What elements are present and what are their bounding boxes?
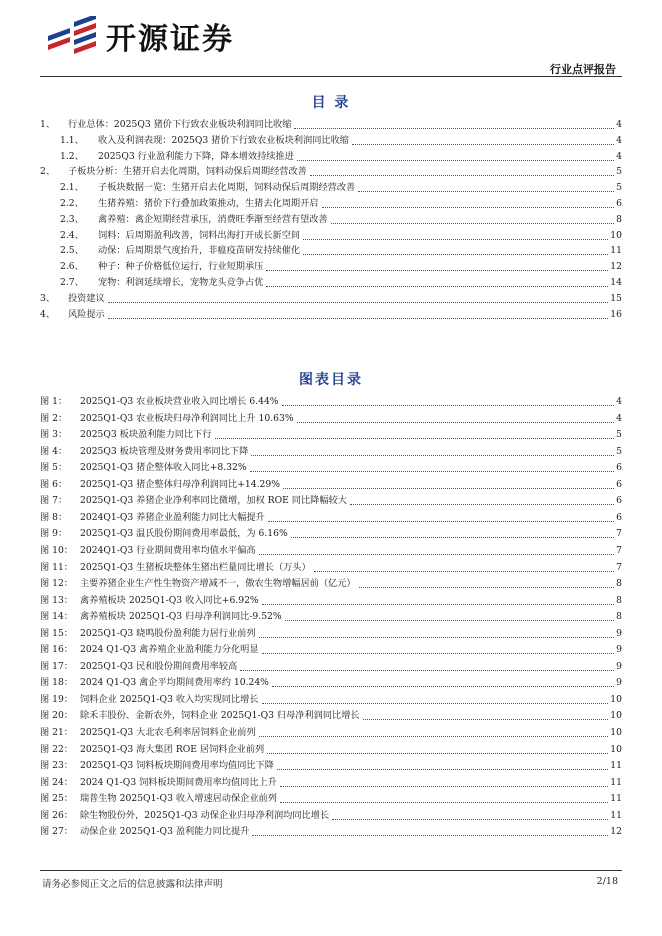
- figure-entry[interactable]: [40, 561, 622, 575]
- figure-entry-leader: [251, 455, 614, 456]
- toc-entry-title: 生猪养殖：猪价下行叠加政策推动，生猪去化周期开启: [98, 198, 319, 209]
- figure-entry-number: 图 21：: [40, 727, 73, 738]
- figure-entry[interactable]: [40, 792, 622, 806]
- page-header: [0, 0, 662, 78]
- figure-entry-page: 6: [616, 495, 622, 507]
- toc-entry-page: 5: [616, 166, 622, 178]
- toc-entry-page: 5: [616, 182, 622, 194]
- figure-entry-title: 2025Q3 板块盈利能力同比下行: [80, 429, 212, 441]
- figure-entry-page: 9: [616, 627, 622, 639]
- figure-entry-number: 图 9：: [40, 528, 68, 540]
- toc-entry[interactable]: [40, 165, 622, 179]
- toc-entry-leader: [108, 302, 609, 303]
- toc-entry-leader: [303, 239, 608, 240]
- toc-entry-number: 3、: [40, 292, 56, 304]
- figure-entry-title: 2025Q1-Q3 民和股份期间费用率较高: [80, 660, 238, 672]
- figure-entry-number: 图 7：: [40, 495, 68, 507]
- figure-entry-page: 9: [616, 677, 622, 689]
- header-divider: [40, 76, 622, 77]
- toc-entry[interactable]: [40, 308, 622, 322]
- toc-entry[interactable]: [40, 260, 622, 274]
- figure-entry-page: 8: [616, 611, 622, 623]
- toc-entry[interactable]: [40, 134, 622, 148]
- toc-entry-title: 子板块分析：生猪开启去化周期，饲料动保后周期经营改善: [68, 166, 307, 178]
- toc-entry-title: 宠物：利润延续增长，宠物龙头竞争占优: [98, 277, 264, 288]
- toc-entry-leader: [303, 254, 608, 255]
- figure-entry[interactable]: [40, 511, 622, 525]
- figure-entry-leader: [332, 819, 608, 820]
- toc-title: 目 录: [311, 95, 351, 111]
- figure-entry-leader: [262, 653, 615, 654]
- toc-entry[interactable]: [40, 276, 622, 290]
- toc-entry-page: 4: [616, 119, 622, 130]
- figure-entry-number: 图 4：: [40, 445, 68, 457]
- toc-entry-leader: [310, 175, 614, 176]
- toc-entry-page: 10: [610, 229, 622, 241]
- figure-entry-number: 图 23：: [40, 760, 73, 772]
- figure-entry-page: 7: [616, 561, 622, 573]
- toc-entry[interactable]: [40, 181, 622, 195]
- figure-entry-page: 11: [610, 776, 622, 788]
- toc-entry[interactable]: [40, 292, 622, 306]
- figure-entry-page: 5: [616, 445, 622, 457]
- figure-entry-leader: [314, 571, 614, 572]
- figure-entry[interactable]: [40, 445, 622, 459]
- toc-entry-leader: [331, 223, 614, 224]
- figure-entry[interactable]: [40, 527, 622, 541]
- figure-entry-page: 10: [610, 743, 622, 755]
- figure-entry-leader: [272, 686, 614, 687]
- figure-entry[interactable]: [40, 494, 622, 508]
- figure-entry-leader: [250, 471, 615, 472]
- figure-entry-page: 9: [616, 660, 622, 672]
- figure-entry-number: 图 10：: [40, 544, 73, 556]
- figure-entry-number: 图 14：: [40, 611, 73, 623]
- toc-entry[interactable]: [40, 197, 622, 211]
- figure-entry-title: 2025Q1-Q3 农业板块归母净利润同比上升 10.63%: [80, 412, 294, 424]
- figure-entry-number: 图 27：: [40, 826, 73, 838]
- brand-name: 开源证券: [106, 22, 234, 57]
- figure-entry-title: 2025Q1-Q3 温氏股份期间费用率最低，为 6.16%: [80, 528, 288, 540]
- toc-entry-number: 2.3、: [60, 213, 84, 225]
- toc-entry-leader: [358, 191, 614, 192]
- figure-entry-title: 2024 Q1-Q3 禽企平均期间费用率约 10.24%: [80, 677, 269, 689]
- toc-entry-title: 2025Q3 行业盈利能力下降，降本增效持续推进: [98, 150, 294, 162]
- toc-entry-page: 16: [610, 308, 622, 320]
- figure-entry-page: 4: [616, 396, 622, 407]
- figure-entry-title: 瑞普生物 2025Q1-Q3 收入增速居动保企业前列: [80, 793, 277, 805]
- figure-entry-title: 禽养殖板块 2025Q1-Q3 收入同比+6.92%: [80, 594, 259, 606]
- figure-entry[interactable]: [40, 643, 622, 657]
- figure-entry-leader: [280, 786, 608, 787]
- figure-entry[interactable]: [40, 461, 622, 475]
- figure-entry[interactable]: [40, 412, 622, 426]
- figure-entry-title: 2024 Q1-Q3 禽养殖企业盈利能力分化明显: [80, 644, 259, 656]
- figure-entry-leader: [283, 488, 614, 489]
- toc-entry-leader: [297, 160, 614, 161]
- figure-entry-page: 12: [610, 826, 622, 838]
- figure-entry-title: 2025Q1-Q3 猪企整体归母净利润同比+14.29%: [80, 478, 280, 490]
- toc-entry-page: 11: [610, 245, 622, 257]
- figure-entry-leader: [262, 703, 609, 704]
- figure-entry-number: 图 19：: [40, 693, 73, 705]
- figure-entry-number: 图 5：: [40, 462, 68, 474]
- figure-entry-title: 2025Q1-Q3 大北农毛利率居饲料企业前列: [80, 727, 256, 738]
- figure-entry[interactable]: [40, 478, 622, 492]
- toc-entry-number: 2.6、: [60, 261, 84, 273]
- figure-entry-page: 11: [610, 809, 622, 821]
- toc-entry-title: 动保：后周期景气度抬升，非瘟疫苗研发持续催化: [98, 245, 301, 257]
- figure-entry[interactable]: [40, 610, 622, 624]
- figure-entry-leader: [291, 537, 614, 538]
- figure-entry[interactable]: [40, 825, 622, 839]
- toc-entry-title: 投资建议: [68, 292, 105, 304]
- figure-entry-number: 图 6：: [40, 478, 68, 490]
- toc-entry-title: 饲料：后周期盈利改善，饲料出海打开成长新空间: [98, 229, 301, 241]
- toc-entry[interactable]: [40, 229, 622, 243]
- figure-entry-number: 图 25：: [40, 793, 73, 805]
- toc-entry-page: 4: [616, 150, 622, 162]
- figure-entry-page: 4: [616, 412, 622, 424]
- figure-entry-page: 8: [616, 578, 622, 590]
- figure-entry-title: 2025Q1-Q3 生猪板块整体生猪出栏量同比增长（万头）: [80, 561, 311, 573]
- figure-entry-title: 2024Q1-Q3 行业期间费用率均值水平偏高: [80, 544, 256, 556]
- figure-entry-leader: [262, 604, 614, 605]
- toc-entry-number: 2.4、: [60, 229, 84, 241]
- figure-entry[interactable]: [40, 395, 622, 409]
- toc-entry-number: 2.2、: [60, 198, 84, 209]
- figure-entry[interactable]: [40, 726, 622, 740]
- figure-entry-number: 图 24：: [40, 776, 73, 788]
- figure-entry[interactable]: [40, 693, 622, 707]
- figure-entry-leader: [268, 521, 614, 522]
- toc-entry-leader: [108, 318, 609, 319]
- figure-entry-title: 2025Q1-Q3 海大集团 ROE 居饲料企业前列: [80, 743, 265, 755]
- figure-entry-leader: [297, 422, 615, 423]
- figure-entry-number: 图 20：: [40, 710, 73, 722]
- footer-page-number: 2/18: [596, 876, 618, 887]
- figure-entry-leader: [259, 736, 609, 737]
- toc-entry-page: 14: [610, 277, 622, 288]
- figure-entry-title: 饲料企业 2025Q1-Q3 收入均实现同比增长: [80, 693, 259, 705]
- figure-entry-number: 图 26：: [40, 809, 73, 821]
- figure-entry[interactable]: [40, 709, 622, 723]
- figure-entry[interactable]: [40, 544, 622, 558]
- figure-entry-page: 8: [616, 594, 622, 606]
- figure-entry-leader: [252, 835, 608, 836]
- figure-entry-title: 2024 Q1-Q3 饲料板块期间费用率均值同比上升: [80, 776, 277, 788]
- figure-entry-title: 2025Q1-Q3 晓鸣股份盈利能力居行业前列: [80, 627, 256, 639]
- toc-entry-page: 6: [616, 198, 622, 209]
- toc-entry-title: 风险提示: [68, 308, 105, 320]
- figure-entry-title: 2025Q1-Q3 农业板块营业收入同比增长 6.44%: [80, 396, 279, 407]
- figure-entry-page: 10: [610, 727, 622, 738]
- footer-disclaimer: 请务必参阅正文之后的信息披露和法律声明: [42, 879, 223, 890]
- figure-entry-title: 2025Q1-Q3 养猪企业净利率同比微增，加权 ROE 同比降幅较大: [80, 495, 347, 507]
- toc-entry[interactable]: [40, 244, 622, 258]
- figure-entry-leader: [282, 405, 615, 406]
- toc-entry-leader: [266, 286, 608, 287]
- figure-entry[interactable]: [40, 809, 622, 823]
- toc-entry-title: 收入及利润表现：2025Q3 猪价下行致农业板块利润同比收缩: [98, 134, 349, 146]
- figure-entry-number: 图 18：: [40, 677, 73, 689]
- figure-entry-leader: [259, 637, 615, 638]
- figure-entry[interactable]: [40, 776, 622, 790]
- figure-entry-page: 11: [610, 760, 622, 772]
- figure-entry-page: 5: [616, 429, 622, 441]
- figure-entry[interactable]: [40, 660, 622, 674]
- figure-entry-number: 图 15：: [40, 627, 73, 639]
- figure-entry[interactable]: [40, 627, 622, 641]
- figure-entry-leader: [259, 554, 615, 555]
- toc-entry[interactable]: [40, 118, 622, 132]
- toc-entry-page: 15: [610, 292, 622, 304]
- toc-entry-number: 1、: [40, 119, 56, 130]
- figure-entry-page: 6: [616, 511, 622, 523]
- figure-entry[interactable]: [40, 759, 622, 773]
- toc-entry-leader: [322, 207, 615, 208]
- figure-entry-number: 图 17：: [40, 660, 73, 672]
- figure-entry-leader: [240, 670, 614, 671]
- figure-entry[interactable]: [40, 428, 622, 442]
- figure-entry-page: 10: [610, 693, 622, 705]
- figure-entry[interactable]: [40, 743, 622, 757]
- figure-entry-number: 图 3：: [40, 429, 68, 441]
- figure-entry-leader: [267, 753, 608, 754]
- figure-entry-page: 9: [616, 644, 622, 656]
- report-type-label: 行业点评报告: [550, 63, 616, 76]
- brand-logo: [44, 14, 234, 58]
- figure-entry-title: 主要养猪企业生产性生物资产增减不一，傲农生物增幅居前（亿元）: [80, 578, 356, 590]
- toc-entry-title: 子板块数据一览：生猪开启去化周期，饲料动保后周期经营改善: [98, 182, 356, 194]
- figure-entry-page: 10: [610, 710, 622, 722]
- figure-entry-title: 动保企业 2025Q1-Q3 盈利能力同比提升: [80, 826, 250, 838]
- figure-entry-leader: [359, 587, 615, 588]
- figure-entry-number: 图 13：: [40, 594, 73, 606]
- footer-divider: [40, 870, 622, 871]
- toc-entry-page: 12: [610, 261, 622, 273]
- toc-entry-number: 2.7、: [60, 277, 84, 288]
- toc-entry[interactable]: [40, 213, 622, 227]
- figure-entry-title: 2024Q1-Q3 养猪企业盈利能力同比大幅提升: [80, 511, 265, 523]
- figure-list-title: 图表目录: [299, 372, 363, 388]
- figure-entry-title: 除禾丰股份、金新农外，饲料企业 2025Q1-Q3 归母净利润同比增长: [80, 710, 360, 722]
- toc-entry-leader: [352, 144, 614, 145]
- toc-entry-title: 种子：种子价格低位运行，行业短期承压: [98, 261, 264, 273]
- toc-entry-title: 行业总体：2025Q3 猪价下行致农业板块利润同比收缩: [68, 119, 292, 130]
- toc-entry-page: 4: [616, 134, 622, 146]
- figure-entry-number: 图 22：: [40, 743, 73, 755]
- figure-entry-leader: [350, 504, 614, 505]
- toc-entry-leader: [294, 128, 614, 129]
- figure-entry-leader: [215, 438, 615, 439]
- toc-entry-title: 禽养殖：禽企短期经营承压，消费旺季渐至经营有望改善: [98, 213, 328, 225]
- figure-entry-page: 7: [616, 528, 622, 540]
- toc-entry[interactable]: [40, 150, 622, 164]
- toc-entry-number: 2.1、: [60, 182, 84, 194]
- brand-logo-icon: [44, 16, 102, 56]
- toc-entry-page: 8: [616, 213, 622, 225]
- figure-entry-title: 2025Q1-Q3 猪企整体收入同比+8.32%: [80, 462, 247, 474]
- figure-entry-number: 图 2：: [40, 412, 68, 424]
- figure-entry-leader: [277, 769, 608, 770]
- figure-entry-number: 图 8：: [40, 511, 68, 523]
- figure-entry-title: 禽养殖板块 2025Q1-Q3 归母净利润同比-9.52%: [80, 611, 282, 623]
- figure-entry-page: 6: [616, 462, 622, 474]
- figure-entry-number: 图 16：: [40, 644, 73, 656]
- figure-entry-leader: [285, 620, 615, 621]
- toc-entry-number: 4、: [40, 308, 56, 320]
- figure-entry-number: 图 12：: [40, 578, 73, 590]
- figure-entry-page: 7: [616, 544, 622, 556]
- toc-entry-number: 1.2、: [60, 150, 84, 162]
- figure-entry-title: 2025Q3 板块管理及财务费用率同比下降: [80, 445, 249, 457]
- figure-entry-leader: [280, 802, 608, 803]
- figure-entry-leader: [363, 719, 609, 720]
- figure-entry-title: 2025Q1-Q3 饲料板块期间费用率均值同比下降: [80, 760, 274, 772]
- toc-entry-number: 2.5、: [60, 245, 84, 257]
- figure-entry-title: 除生物股份外，2025Q1-Q3 动保企业归母净利润均同比增长: [80, 809, 330, 821]
- figure-entry-number: 图 11：: [40, 561, 73, 573]
- figure-entry[interactable]: [40, 594, 622, 608]
- figure-entry-number: 图 1：: [40, 396, 68, 407]
- toc-entry-number: 2、: [40, 166, 56, 178]
- figure-entry[interactable]: [40, 577, 622, 591]
- toc-entry-number: 1.1、: [60, 134, 84, 146]
- toc-entry-leader: [266, 270, 608, 271]
- figure-entry-page: 6: [616, 478, 622, 490]
- figure-entry-page: 11: [610, 793, 622, 805]
- figure-entry[interactable]: [40, 676, 622, 690]
